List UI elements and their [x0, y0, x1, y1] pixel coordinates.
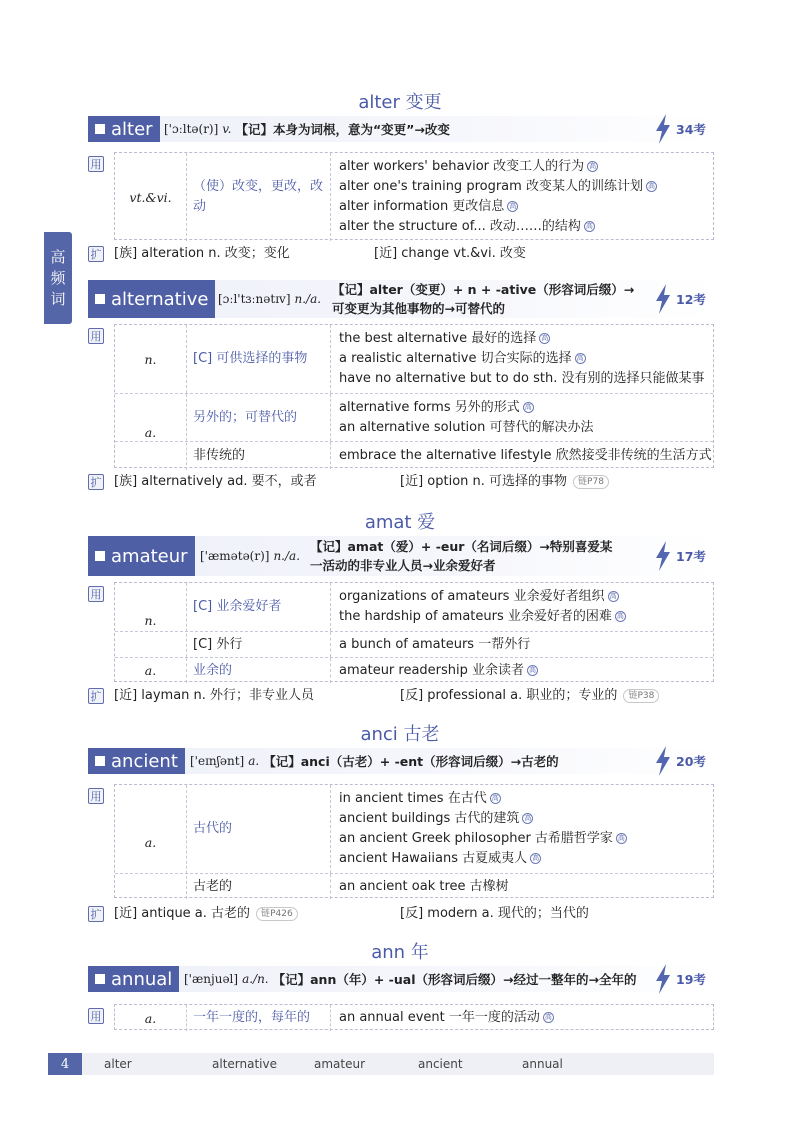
high-frequency-icon: 高 [541, 334, 549, 342]
table-row [115, 873, 713, 899]
headword-box [88, 280, 215, 318]
high-frequency-icon: 高 [616, 612, 624, 620]
row-examples [331, 785, 713, 873]
headword-box [88, 116, 160, 142]
exam-count: 34考 [676, 122, 706, 137]
root-title-amat: amat 爱 [364, 512, 436, 533]
row-meaning: 业余的 [187, 658, 331, 683]
table-row [115, 1005, 713, 1031]
example: alter information 更改信息 高 [339, 199, 517, 214]
example: embrace the alternative lifestyle 欣然接受非传统的生活方式 [339, 447, 712, 463]
example: alter the structure of... 改动……的结构 高 [339, 219, 593, 234]
example: a bunch of amateurs 一帮外行 [339, 636, 531, 652]
table-row [115, 325, 713, 393]
usage-icon: 用 [88, 586, 104, 602]
square-bullet-icon [95, 974, 105, 984]
page-footer [48, 1053, 714, 1075]
example: alternative forms 另外的形式 高 [339, 399, 532, 415]
extension-antonym: [反] professional a. 职业的；专业的 链P38 [400, 686, 659, 706]
lightning-icon [654, 541, 672, 571]
row-meaning: [C] 可供选择的事物 [187, 325, 331, 393]
footer-word: annual [522, 1057, 563, 1071]
row-pos: n. [115, 325, 187, 393]
row-meaning: 一年一度的，每年的 [187, 1005, 331, 1031]
headword-info [164, 116, 450, 142]
table-row [115, 153, 713, 241]
side-tab-high-frequency [44, 232, 72, 324]
pronunciation: ['ænjuəl] [184, 972, 239, 986]
part-of-speech: n./a. [273, 549, 301, 563]
headword-bar-alternative [88, 280, 714, 318]
table-row [115, 441, 713, 469]
row-examples [331, 394, 713, 441]
high-frequency-icon: 高 [617, 834, 625, 842]
footer-word: ancient [418, 1057, 463, 1071]
headword: amateur [111, 545, 188, 567]
lightning-icon [654, 746, 672, 776]
side-tab-char: 高 [50, 247, 66, 266]
headword-bar-annual [88, 966, 714, 992]
pronunciation: ['æmətə(r)] [200, 549, 270, 563]
high-frequency-icon: 高 [491, 794, 499, 802]
row-examples [331, 1005, 713, 1031]
row-examples [331, 874, 713, 899]
example: an annual event 一年一度的活动 高 [339, 1010, 552, 1025]
square-bullet-icon [95, 756, 105, 766]
part-of-speech: a./n. [242, 972, 269, 986]
memory-tip: 【记】alter（变更）+ n + -ative（形容词后缀）→ 可变更为其他事物的→可替代的 [332, 282, 635, 316]
footer-word: alter [104, 1057, 132, 1071]
example: an ancient oak tree 古橡树 [339, 878, 509, 894]
memory-tip: 【记】本身为词根，意为“变更”→改变 [235, 122, 450, 137]
part-of-speech: n./a. [294, 292, 322, 306]
example: alter one's training program 改变某人的训练计划 高 [339, 179, 655, 194]
headword-info [190, 748, 559, 774]
extension-synonym: [近] layman n. 外行；非专业人员 [114, 688, 315, 703]
row-meaning: 非传统的 [187, 442, 331, 469]
memory-tip: 【记】anci（古老）+ -ent（形容词后缀）→古老的 [263, 754, 559, 769]
exam-count: 20考 [676, 754, 706, 769]
high-frequency-icon: 高 [509, 202, 517, 210]
table-row [115, 393, 713, 441]
cross-reference-badge: 链P78 [573, 475, 609, 489]
high-frequency-icon: 高 [647, 182, 655, 190]
exam-count: 17考 [676, 549, 706, 564]
extension-synonym: [近] antique a. 古老的 链P426 [114, 904, 298, 924]
row-examples [331, 442, 713, 469]
example: alter workers' behavior 改变工人的行为 高 [339, 159, 597, 174]
side-tab-char: 词 [50, 289, 66, 308]
headword: annual [111, 968, 173, 990]
high-frequency-icon: 高 [576, 354, 584, 362]
row-examples [331, 153, 713, 241]
example: the best alternative 最好的选择 高 [339, 331, 549, 346]
pronunciation: ['ɔːltə(r)] [164, 122, 219, 136]
usage-table-ancient [114, 784, 714, 898]
extension-line-alternative [88, 472, 714, 492]
row-meaning: 另外的；可替代的 [187, 394, 331, 441]
high-frequency-icon: 高 [529, 665, 537, 674]
table-row [115, 785, 713, 873]
extension-antonym: [反] modern a. 现代的；当代的 [400, 906, 589, 921]
part-of-speech: a. [248, 754, 260, 768]
extension-synonym: [近] option n. 可选择的事物 链P78 [400, 472, 609, 492]
side-tab-char: 频 [50, 268, 66, 287]
cross-reference-badge: 链P38 [623, 689, 659, 703]
root-title-anci: anci 古老 [360, 724, 440, 745]
extension-synonym: [近] change vt.&vi. 改变 [374, 246, 526, 261]
usage-table-alternative [114, 324, 714, 468]
lightning-icon [654, 964, 672, 994]
example: have no alternative but to do sth. 没有别的选择只能做某事 [339, 371, 705, 386]
example: amateur readership 业余读者 高 [339, 662, 537, 678]
example: in ancient times 在古代 高 [339, 791, 499, 806]
square-bullet-icon [95, 124, 105, 134]
high-frequency-icon: 高 [589, 162, 597, 170]
memory-tip: 【记】amat（爱）+ -eur（名词后缀）→特别喜爱某 一活动的非专业人员→业余爱好者 [310, 539, 613, 573]
headword-bar-amateur [88, 536, 714, 576]
headword-pron [218, 280, 325, 318]
usage-icon: 用 [88, 156, 104, 172]
root-title-alter: alter 变更 [358, 92, 442, 113]
example: ancient buildings 古代的建筑 高 [339, 811, 532, 826]
row-meaning: 古老的 [187, 874, 331, 899]
usage-icon: 用 [88, 788, 104, 804]
footer-word: alternative [212, 1057, 277, 1071]
pronunciation: [ɔːl'tɜːnətɪv] [218, 292, 291, 306]
extension-line-alter [88, 244, 714, 264]
high-frequency-icon: 高 [585, 222, 593, 230]
square-bullet-icon [95, 294, 105, 304]
example: a realistic alternative 切合实际的选择 高 [339, 351, 584, 366]
headword: ancient [111, 750, 178, 772]
high-frequency-icon: 高 [524, 402, 532, 411]
headword-box [88, 536, 195, 576]
headword-bar-alter [88, 116, 714, 142]
row-pos: a. [115, 658, 187, 683]
usage-table-annual [114, 1004, 714, 1030]
extension-icon: 扩 [88, 906, 104, 922]
usage-table-alter [114, 152, 714, 240]
row-meaning: （使）改变，更改，改动 [187, 153, 331, 241]
memory-tip: 【记】ann（年）+ -ual（形容词后缀）→经过一整年的→全年的 [272, 972, 637, 987]
extension-family: [族] alternatively ad. 要不，或者 [114, 474, 317, 489]
headword-bar-ancient [88, 748, 714, 774]
lightning-icon [654, 114, 672, 144]
example: the hardship of amateurs 业余爱好者的困难 高 [339, 609, 624, 624]
usage-icon: 用 [88, 328, 104, 344]
page-number: 4 [48, 1053, 82, 1075]
exam-count: 12考 [676, 292, 706, 307]
example: an ancient Greek philosopher 古希腊哲学家 高 [339, 831, 625, 846]
exam-count: 19考 [676, 972, 706, 987]
headword-box [88, 748, 185, 774]
table-row [115, 583, 713, 631]
footer-word: amateur [314, 1057, 366, 1071]
extension-family: [族] alteration n. 改变；变化 [114, 246, 290, 261]
row-meaning: [C] 业余爱好者 [187, 583, 331, 631]
row-examples [331, 632, 713, 657]
example: ancient Hawaiians 古夏威夷人 高 [339, 851, 540, 866]
example: an alternative solution 可替代的解决办法 [339, 419, 594, 435]
high-frequency-icon: 高 [524, 814, 532, 822]
headword-pron [200, 536, 304, 576]
row-meaning: 古代的 [187, 785, 331, 873]
row-examples [331, 583, 713, 631]
row-pos: a. [115, 785, 187, 899]
row-meaning: [C] 外行 [187, 632, 331, 657]
row-examples [331, 658, 713, 683]
pronunciation: ['eɪnʃənt] [190, 754, 245, 768]
usage-icon: 用 [88, 1008, 104, 1024]
headword-info [184, 966, 636, 992]
row-examples [331, 325, 713, 393]
root-title-ann: ann 年 [371, 942, 429, 963]
row-pos: a. [115, 1005, 187, 1031]
headword-box [88, 966, 179, 992]
extension-line-amateur [88, 686, 714, 706]
headword: alter [111, 118, 153, 140]
lightning-icon [654, 284, 672, 314]
row-pos: a. [115, 394, 187, 470]
table-row [115, 631, 713, 657]
extension-icon: 扩 [88, 474, 104, 490]
extension-icon: 扩 [88, 246, 104, 262]
usage-table-amateur [114, 582, 714, 682]
part-of-speech: v. [222, 122, 232, 136]
high-frequency-icon: 高 [532, 854, 540, 862]
high-frequency-icon: 高 [609, 592, 617, 600]
row-pos: n. [115, 583, 187, 657]
extension-icon: 扩 [88, 688, 104, 704]
table-row [115, 657, 713, 683]
high-frequency-icon: 高 [544, 1013, 552, 1021]
example: organizations of amateurs 业余爱好者组织 高 [339, 589, 617, 604]
cross-reference-badge: 链P426 [256, 907, 298, 921]
extension-line-ancient [88, 904, 714, 924]
headword: alternative [111, 288, 209, 310]
square-bullet-icon [95, 551, 105, 561]
row-pos: vt.&vi. [115, 153, 187, 241]
